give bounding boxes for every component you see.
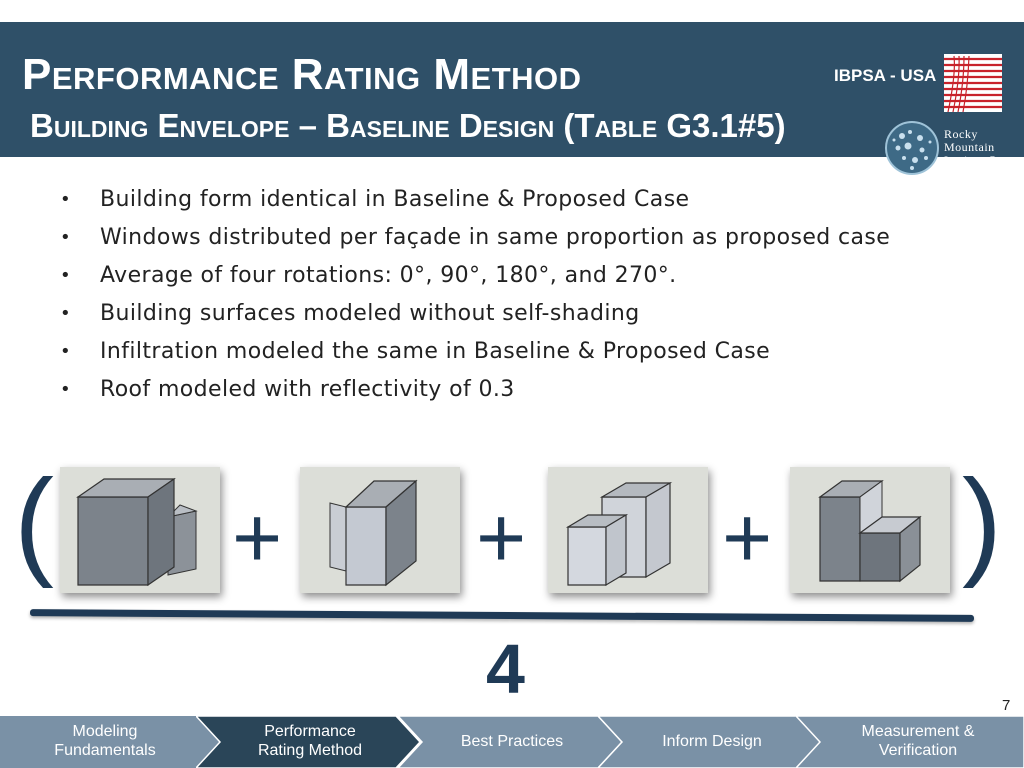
org-label: IBPSA - USA xyxy=(834,66,937,85)
bullet-icon: • xyxy=(60,189,72,210)
rmi-logo-text xyxy=(944,128,1014,167)
rmi-logo-line3: Institute® xyxy=(944,153,998,167)
nav-item-performance-rating-method[interactable] xyxy=(196,714,422,768)
open-parenthesis: ( xyxy=(14,455,54,589)
rotation-180-thumbnail xyxy=(548,467,708,593)
bullet-icon: • xyxy=(60,303,72,324)
bullet-item xyxy=(60,185,960,214)
bullet-icon: • xyxy=(60,265,72,286)
rotation-0-thumbnail xyxy=(60,467,220,593)
bullet-text: Infiltration modeled the same in Baseline & Proposed Case xyxy=(100,339,771,364)
rmi-logo-line1: Rocky xyxy=(944,127,978,141)
nav-item-best-practices[interactable] xyxy=(398,714,624,768)
page-number: 7 xyxy=(1002,697,1011,714)
bullet-text: Roof modeled with reflectivity of 0.3 xyxy=(100,377,515,402)
bullet-item xyxy=(60,299,960,328)
plus-sign: + xyxy=(232,490,283,586)
nav-item-modeling-fundamentals[interactable] xyxy=(0,714,222,768)
nav-label-line1: Inform Design xyxy=(662,732,762,750)
close-parenthesis: ) xyxy=(962,455,1002,589)
bullet-item xyxy=(60,223,960,252)
bullet-item xyxy=(60,375,960,404)
bullet-text: Building form identical in Baseline & Proposed Case xyxy=(100,187,690,212)
ibpsa-flag-logo xyxy=(944,54,1002,112)
bullet-list xyxy=(60,185,960,413)
bullet-item xyxy=(60,261,960,290)
rmi-logo-line2: Mountain xyxy=(944,140,995,154)
nav-label xyxy=(820,714,1016,768)
nav-label xyxy=(10,714,200,768)
nav-label-line1: Measurement & xyxy=(861,723,975,740)
nav-item-inform-design[interactable] xyxy=(598,714,824,768)
bullet-text: Windows distributed per façade in same proportion as proposed case xyxy=(100,225,891,250)
plus-sign: + xyxy=(722,490,773,586)
nav-label-line1: Performance xyxy=(264,723,356,740)
header-band xyxy=(0,22,1024,167)
nav-label-line2: Fundamentals xyxy=(54,742,156,759)
nav-label xyxy=(422,714,602,768)
bullet-item xyxy=(60,337,960,366)
fraction-bar xyxy=(30,609,974,622)
nav-label xyxy=(220,714,400,768)
bullet-icon: • xyxy=(60,379,72,400)
bullet-icon: • xyxy=(60,341,72,362)
nav-label-line2: Verification xyxy=(878,742,958,759)
nav-label-line1: Modeling xyxy=(72,723,138,740)
nav-label-line1: Best Practices xyxy=(460,732,564,750)
section-nav xyxy=(0,714,1024,768)
nav-label xyxy=(622,714,802,768)
bullet-text: Building surfaces modeled without self-shading xyxy=(100,301,640,326)
rotation-270-thumbnail xyxy=(790,467,950,593)
slide-subtitle: Building Envelope – Baseline Design (Table G3.1#5) xyxy=(30,107,786,144)
rotation-90-thumbnail xyxy=(300,467,460,593)
bullet-icon: • xyxy=(60,227,72,248)
fraction-denominator: 4 xyxy=(486,630,525,708)
slide-title: Performance Rating Method xyxy=(22,50,582,99)
bullet-text: Average of four rotations: 0°, 90°, 180°, and 270°. xyxy=(100,263,677,288)
nav-item-measurement-verification[interactable] xyxy=(796,714,1024,768)
plus-sign: + xyxy=(476,490,527,586)
rmi-globe-logo xyxy=(882,118,942,178)
nav-label-line2: Rating Method xyxy=(257,742,363,759)
